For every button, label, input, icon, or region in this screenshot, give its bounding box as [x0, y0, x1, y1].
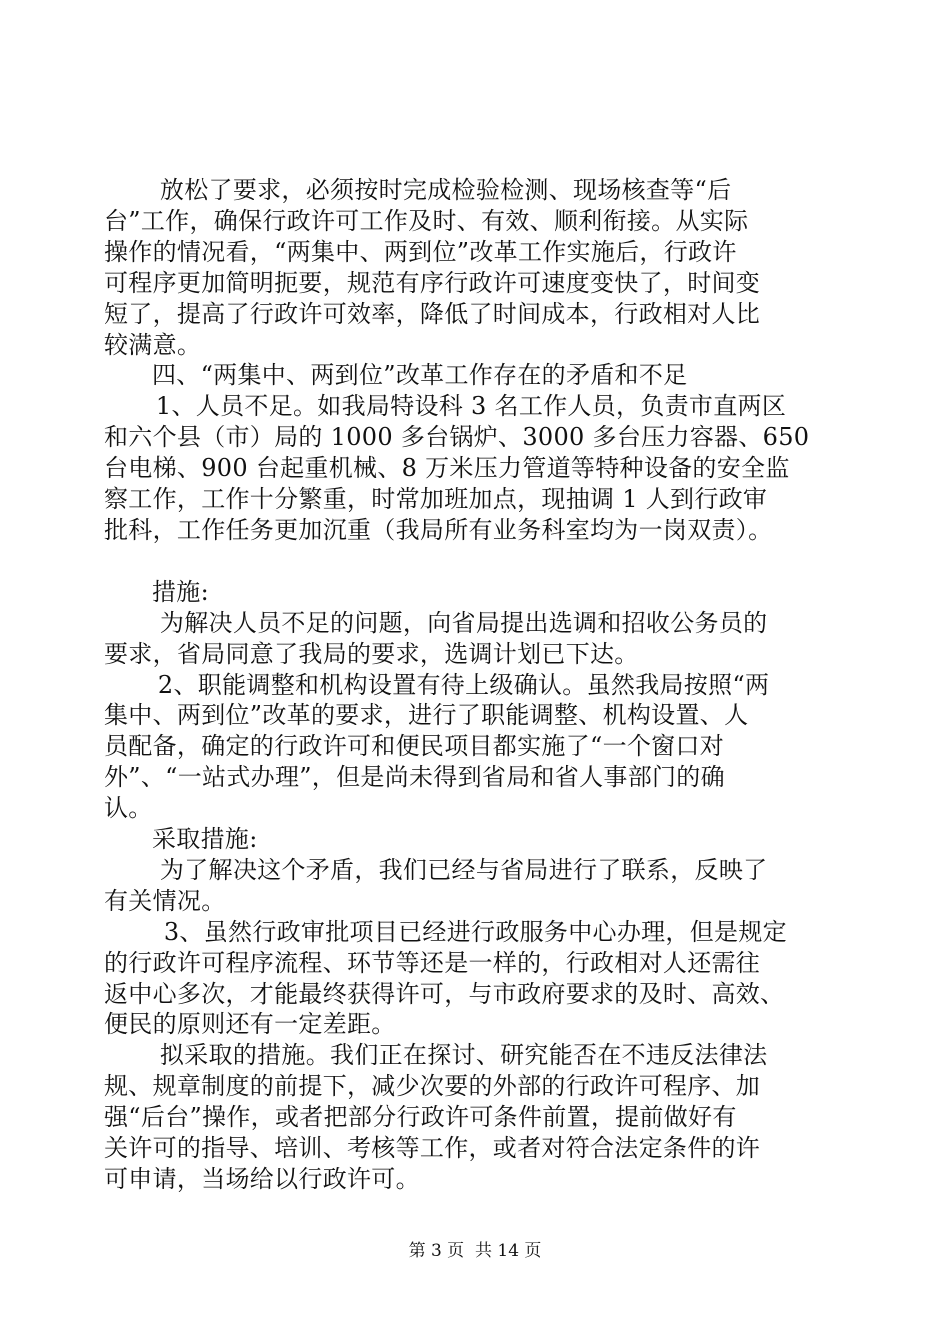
body-line: 的行政许可程序流程、环节等还是一样的，行政相对人还需往: [104, 949, 761, 977]
body-line: 要求，省局同意了我局的要求，选调计划已下达。: [104, 640, 639, 668]
section-heading: 四、“两集中、两到位”改革工作存在的矛盾和不足: [152, 361, 688, 389]
body-line: 和六个县（市）局的 1000 多台锅炉、3000 多台压力容器、650: [104, 423, 810, 451]
body-line: 2、职能调整和机构设置有待上级确认。虽然我局按照“两: [150, 671, 770, 699]
body-line: 为解决人员不足的问题，向省局提出选调和招收公务员的: [152, 609, 768, 637]
body-line: 短了，提高了行政许可效率，降低了时间成本，行政相对人比: [104, 300, 761, 328]
body-line: 批科，工作任务更加沉重（我局所有业务科室均为一岗双责）。: [104, 516, 773, 544]
body-line: 较满意。: [104, 331, 202, 359]
body-line: 关许可的指导、培训、考核等工作，或者对符合法定条件的许: [104, 1134, 761, 1162]
body-line: 察工作，工作十分繁重，时常加班加点，现抽调 1 人到行政审: [104, 485, 768, 513]
body-line: 1、人员不足。如我局特设科 3 名工作人员，负责市直两区: [148, 392, 787, 420]
body-line: 为了解决这个矛盾，我们已经与省局进行了联系，反映了: [152, 856, 768, 884]
measures-label: 措施:: [152, 578, 209, 606]
body-line: 有关情况。: [104, 887, 226, 915]
body-line: 台”工作，确保行政许可工作及时、有效、顺利衔接。从实际: [104, 207, 749, 235]
body-line: 放松了要求，必须按时完成检验检测、现场核查等“后: [152, 176, 732, 204]
body-line: 集中、两到位”改革的要求，进行了职能调整、机构设置、人: [104, 701, 749, 729]
body-line: 强“后台”操作，或者把部分行政许可条件前置，提前做好有: [104, 1103, 737, 1131]
body-line: 台电梯、900 台起重机械、8 万米压力管道等特种设备的安全监: [104, 454, 790, 482]
body-line: 拟采取的措施。我们正在探讨、研究能否在不违反法律法: [152, 1041, 768, 1069]
body-line: 返中心多次，才能最终获得许可，与市政府要求的及时、高效、: [104, 980, 785, 1008]
body-line: 规、规章制度的前提下，减少次要的外部的行政许可程序、加: [104, 1072, 761, 1100]
body-line: 便民的原则还有一定差距。: [104, 1010, 396, 1038]
body-line: 外”、“一站式办理”，但是尚未得到省局和省人事部门的确: [104, 763, 725, 791]
body-line: 可程序更加简明扼要，规范有序行政许可速度变快了，时间变: [104, 269, 761, 297]
body-line: 3、虽然行政审批项目已经进行政服务中心办理，但是规定: [148, 918, 787, 946]
body-line: 操作的情况看，“两集中、两到位”改革工作实施后，行政许: [104, 238, 737, 266]
body-line: 员配备，确定的行政许可和便民项目都实施了“一个窗口对: [104, 732, 725, 760]
body-line: 认。: [104, 794, 153, 822]
measures-label: 采取措施:: [152, 825, 258, 853]
body-line: 可申请，当场给以行政许可。: [104, 1165, 420, 1193]
page-footer: 第 3 页 共 14 页: [408, 1241, 542, 1261]
